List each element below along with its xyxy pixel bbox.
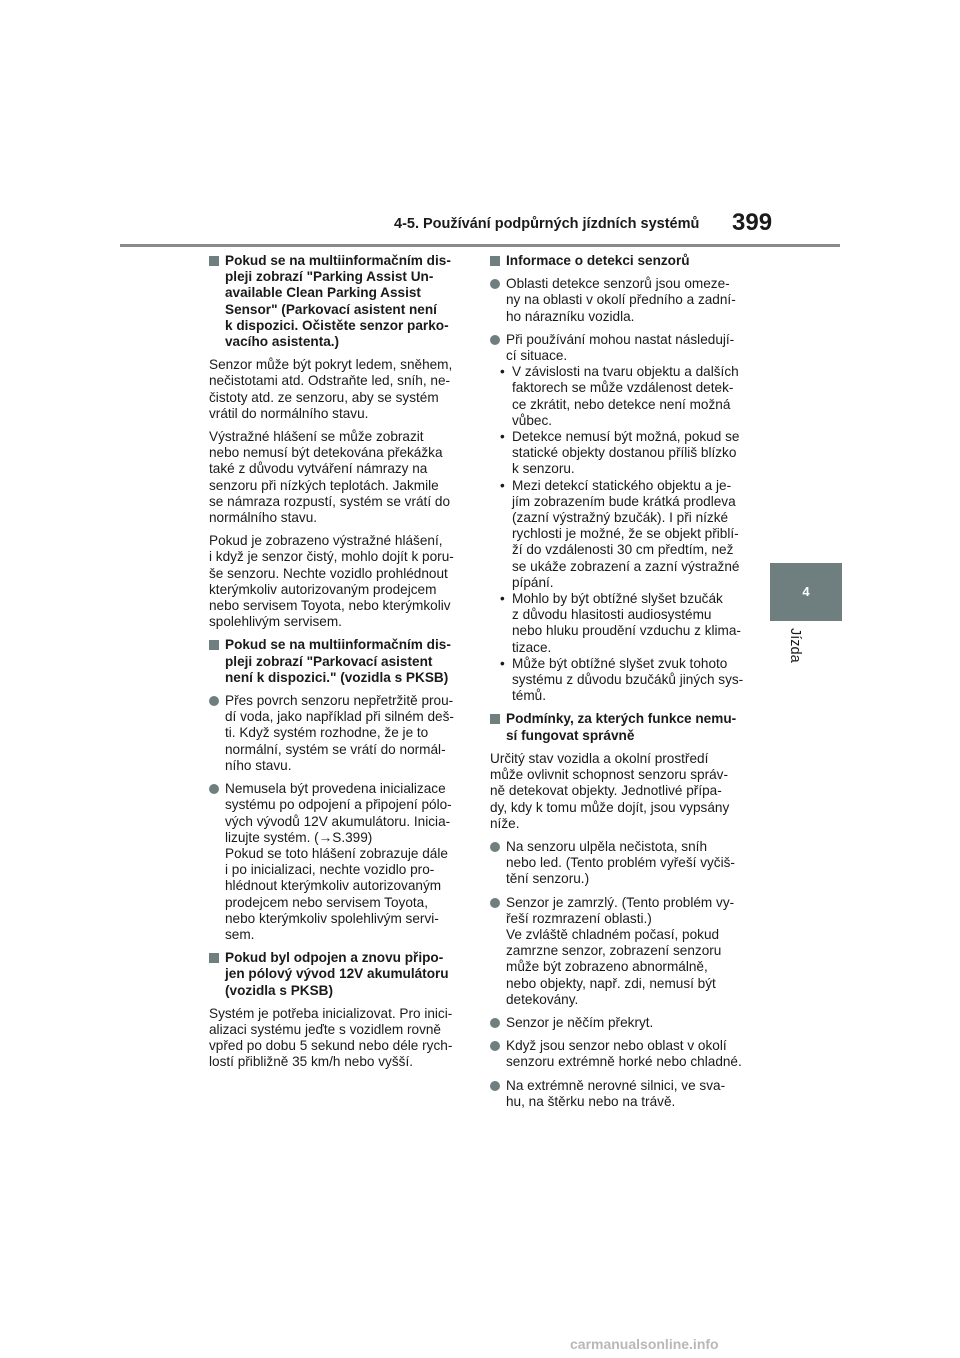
watermark-logo: carmanualsonline.info <box>570 1336 719 1352</box>
sub-item-text: V závislosti na tvaru objektu a dalších faktorech se může vzdálenost detek- ce zkrátit, nebo detekce není možná vůbec. <box>512 364 739 428</box>
dot-bullet-icon: • <box>500 591 505 607</box>
sub-item-text: Detekce nemusí být možná, pokud se statické objekty dostanou příliš blízko k senzoru. <box>512 429 740 477</box>
bullet-text: Oblasti detekce senzorů jsou omeze- ny na oblasti v okolí předního a zadní- ho nárazníku vozidla. <box>506 276 736 324</box>
chapter-tab <box>770 563 842 621</box>
chapter-label: Jízda <box>787 628 803 663</box>
bullet-text: Přes povrch senzoru nepřetržitě prou- dí voda, jako například při silném deš- ti. Když systém rozhodne, že je to normální, systém se vrátí do normál- ního stavu. <box>225 693 454 773</box>
paragraph: Pokud je zobrazeno výstražné hlášení, i když je senzor čistý, mohlo dojít k poru- še senzoru. Nechte vozidlo prohlédnout kterýmkoliv autorizovaným prodejcem nebo servisem Toyota, nebo kterýmkoliv spolehlivým servisem. <box>209 533 454 630</box>
paragraph: Určitý stav vozidla a okolní prostředí může ovlivnit schopnost senzoru správ- ně detekovat objekty. Jednotlivé přípa- dy, kdy k tomu může dojít, jsou vypsány níže. <box>490 750 730 831</box>
bullet-text: Když jsou senzor nebo oblast v okolí senzoru extrémně horké nebo chladné. <box>506 1038 742 1070</box>
bullet-item <box>490 1038 748 1070</box>
bullet-text: Nemusela být provedena inicializace systému po odpojení a připojení pólo- vých vývodů 12V akumulátoru. Inicia- lizujte systém. (→S.399) Pokud se toto hlášení zobrazuje dále i po inicializaci, nechte vozidlo pro- hlédnout kterýmkoliv autorizovaným prodejcem nebo servisem Toyota, nebo kterýmkoliv spolehlivým servi- sem. <box>225 781 452 942</box>
bullet-text: Při používání mohou nastat následují- cí situace. <box>506 331 735 364</box>
sub-list-item <box>490 429 748 478</box>
square-bullet-icon <box>209 640 219 650</box>
sub-list-item <box>490 478 748 591</box>
paragraph: Výstražné hlášení se může zobrazit nebo nemusí být detekována překážka také z důvodu vytváření námrazy na senzoru při nízkých teplotách. Jakmile se námraza rozpustí, systém se vrátí do normálního stavu. <box>209 429 451 526</box>
circle-bullet-icon <box>490 842 500 852</box>
bullet-group <box>490 332 748 705</box>
circle-bullet-icon <box>490 1081 500 1091</box>
section-heading <box>209 637 467 686</box>
bullet-item <box>209 693 467 774</box>
square-bullet-icon <box>490 256 500 266</box>
section-heading <box>209 253 467 350</box>
heading-text: Pokud byl odpojen a znovu připo- jen pólový vývod 12V akumulátoru (vozidla s PKSB) <box>225 950 449 998</box>
header-divider <box>120 244 840 247</box>
circle-bullet-icon <box>209 696 219 706</box>
square-bullet-icon <box>209 953 219 963</box>
section-heading <box>490 711 748 743</box>
bullet-text: Na senzoru ulpěla nečistota, sníh nebo led. (Tento problém vyřeší vyčiš- tění senzoru.) <box>506 838 735 887</box>
bullet-text: Senzor je zamrzlý. (Tento problém vy- řeší rozmrazení oblasti.) Ve zvláště chladném počasí, pokud zamrzne senzor, zobrazení senzoru může být zobrazeno abnormálně, nebo objekty, např. zdi, nemusí být detekovány. <box>506 894 735 1007</box>
sub-list-item <box>490 591 748 656</box>
heading-text: Informace o detekci senzorů <box>506 253 690 268</box>
sub-item-text: Mezi detekcí statického objektu a je- jím zobrazením bude krátká prodleva (zazní výstražný bzučák). I při nízké rychlosti je možné, že se objekt přiblí- ží do vzdálenosti 30 cm předtím, než se ukáže zobrazení a zazní výstražné pípání. <box>512 477 740 590</box>
circle-bullet-icon <box>490 1041 500 1051</box>
sub-list-item <box>490 656 748 705</box>
sub-list <box>490 364 748 704</box>
bullet-item <box>490 1078 748 1110</box>
page-number: 399 <box>732 209 773 236</box>
dot-bullet-icon: • <box>500 364 505 380</box>
bullet-item <box>209 781 467 943</box>
sub-list-item <box>490 364 748 429</box>
bullet-item <box>490 895 748 1008</box>
circle-bullet-icon <box>490 279 500 289</box>
dot-bullet-icon: • <box>500 477 505 493</box>
section-title: 4-5. Používání podpůrných jízdních systémů <box>394 216 700 232</box>
dot-bullet-icon: • <box>500 429 505 445</box>
bullet-item <box>490 276 748 325</box>
section-heading <box>209 950 467 999</box>
circle-bullet-icon <box>490 335 500 345</box>
square-bullet-icon <box>490 714 500 724</box>
right-column <box>490 253 748 1117</box>
square-bullet-icon <box>209 256 219 266</box>
sub-item-text: Mohlo by být obtížné slyšet bzučák z důvodu hlasitosti audiosystému nebo hluku proudění vzduchu z klima- tizace. <box>512 591 741 655</box>
bullet-item <box>490 839 748 888</box>
heading-text: Pokud se na multiinformačním dis- pleji zobrazí "Parkovací asistent není k dispozici." (vozidla s PKSB) <box>225 637 451 685</box>
bullet-item <box>490 332 748 364</box>
circle-bullet-icon <box>490 1018 500 1028</box>
section-heading <box>490 253 748 269</box>
dot-bullet-icon: • <box>500 655 505 671</box>
circle-bullet-icon <box>490 898 500 908</box>
sub-item-text: Může být obtížné slyšet zvuk tohoto systému z důvodu bzučáků jiných sys- témů. <box>512 655 744 704</box>
heading-text: Podmínky, za kterých funkce nemu- sí fungovat správně <box>506 711 737 743</box>
heading-text: Pokud se na multiinformačním dis- pleji zobrazí "Parking Assist Un- available Clean Parking Assist Sensor" (Parkovací asistent není k dispozici. Očistěte senzor parko- vacího asistenta.) <box>225 253 451 350</box>
bullet-item <box>490 1015 748 1031</box>
chapter-number: 4 <box>802 584 810 599</box>
left-column <box>209 253 467 1078</box>
circle-bullet-icon <box>209 784 219 794</box>
paragraph: Senzor může být pokryt ledem, sněhem, nečistotami atd. Odstraňte led, sníh, ne- čistoty atd. ze senzoru, aby se systém vrátil do normálního stavu. <box>209 357 453 421</box>
bullet-text: Senzor je něčím překryt. <box>506 1014 654 1030</box>
bullet-text: Na extrémně nerovné silnici, ve sva- hu, na štěrku nebo na trávě. <box>506 1077 726 1109</box>
paragraph: Systém je potřeba inicializovat. Pro inici- alizaci systému jeďte s vozidlem rovně vpřed po dobu 5 sekund nebo déle rych- lostí přibližně 35 km/h nebo vyšší. <box>209 1005 453 1070</box>
